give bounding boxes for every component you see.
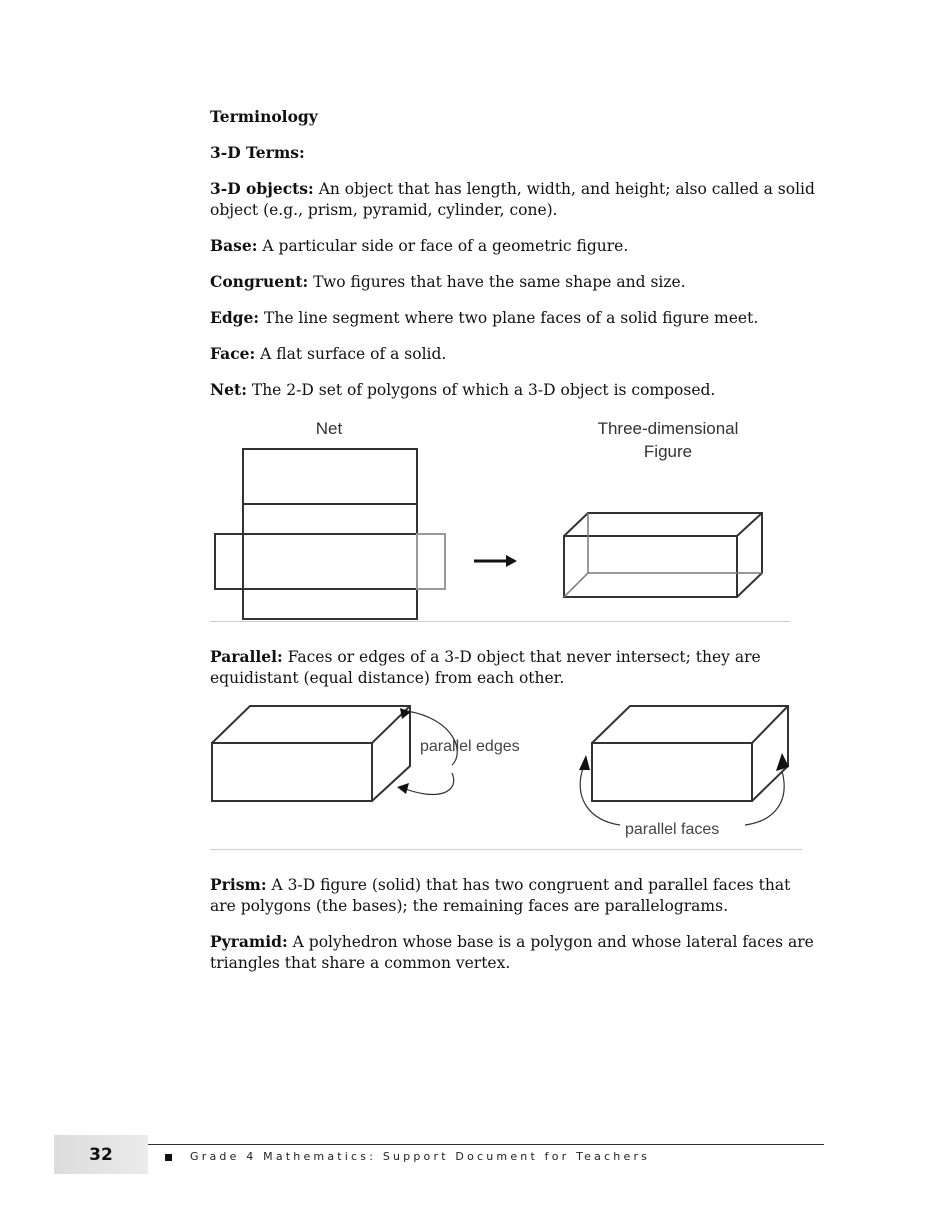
term-edge — [210, 307, 815, 329]
parallel-figure — [210, 703, 802, 850]
page-number: 32 — [54, 1135, 148, 1174]
term-label: Edge: — [210, 308, 260, 327]
parallel-faces-label: parallel faces — [625, 821, 720, 838]
rectangular-prism-shape — [564, 513, 762, 597]
term-label: Net: — [210, 380, 247, 399]
term-3d-objects — [210, 178, 815, 221]
term-label: Pyramid: — [210, 932, 288, 951]
term-label: Parallel: — [210, 647, 283, 666]
net-illustration — [210, 409, 790, 621]
term-net — [210, 379, 815, 401]
term-label: 3-D objects: — [210, 179, 314, 198]
solid-label-line2: Figure — [643, 442, 693, 461]
term-definition: A polyhedron whose base is a polygon and whose lateral faces are triangles that share a common vertex. — [210, 933, 814, 972]
term-definition: An object that has length, width, and height; also called a solid object (e.g., prism, pyramid, cylinder, cone). — [210, 180, 815, 219]
term-parallel — [210, 646, 815, 689]
term-congruent — [210, 271, 815, 293]
term-label: Face: — [210, 344, 256, 363]
footer-divider — [148, 1144, 824, 1145]
page-content — [210, 106, 815, 988]
footer-title: Grade 4 Mathematics: Support Document for Teachers — [190, 1150, 651, 1163]
term-definition: The 2-D set of polygons of which a 3-D object is composed. — [251, 381, 716, 399]
term-definition: A particular side or face of a geometric figure. — [262, 237, 629, 255]
arrowhead-icon — [579, 755, 590, 770]
arrow-right-icon — [474, 555, 517, 567]
section-heading: Terminology — [210, 107, 318, 126]
term-prism — [210, 874, 815, 917]
box-parallel-edges — [212, 706, 410, 801]
term-label: Base: — [210, 236, 258, 255]
term-face — [210, 343, 815, 365]
net-side-flap — [417, 534, 445, 589]
term-label: Prism: — [210, 875, 267, 894]
section-subheading: 3-D Terms: — [210, 143, 305, 162]
term-definition: Faces or edges of a 3-D object that never intersect; they are equidistant (equal distance) from each other. — [210, 648, 761, 687]
term-pyramid — [210, 931, 815, 974]
parallel-edges-label: parallel edges — [420, 738, 520, 755]
net-shape — [215, 449, 417, 619]
bullet-square-icon — [165, 1154, 172, 1161]
box-parallel-faces — [592, 706, 788, 801]
term-definition: The line segment where two plane faces of a solid figure meet. — [264, 309, 759, 327]
parallel-faces-arrows — [580, 765, 784, 825]
net-label: Net — [315, 419, 343, 438]
term-definition: Two figures that have the same shape and size. — [313, 273, 686, 291]
net-figure — [210, 409, 790, 622]
term-label: Congruent: — [210, 272, 309, 291]
term-definition: A 3-D figure (solid) that has two congruent and parallel faces that are polygons (the bases); the remaining faces are parallelograms. — [210, 876, 791, 915]
term-base — [210, 235, 815, 257]
arrowhead-icon — [397, 783, 409, 794]
term-definition: A flat surface of a solid. — [260, 345, 447, 363]
parallel-illustration — [210, 703, 802, 849]
solid-label-line1: Three-dimensional — [597, 419, 739, 438]
